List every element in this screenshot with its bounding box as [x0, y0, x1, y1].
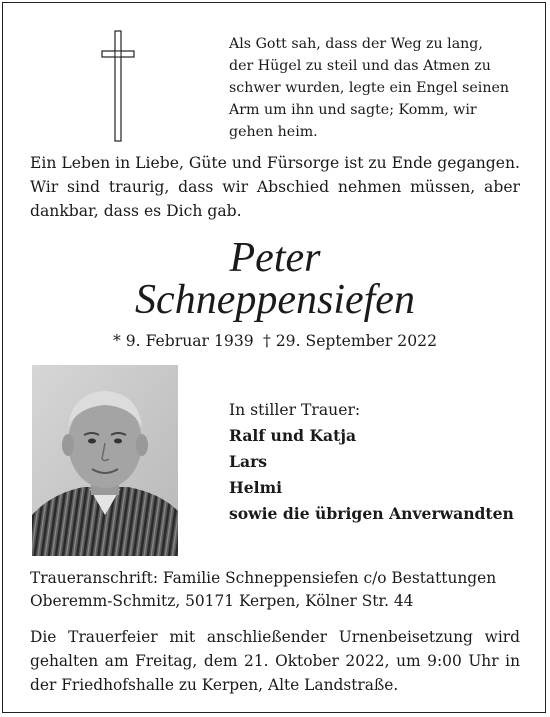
birth-date: * 9. Februar 1939 — [113, 332, 254, 350]
address-line: Oberemm-Schmitz, 50171 Kerpen, Kölner Str. 44 — [30, 592, 414, 610]
death-date: † 29. September 2022 — [263, 332, 437, 350]
mourners-block — [229, 397, 514, 527]
intro-line: dankbar, dass es Dich gab. — [30, 202, 242, 220]
service-line: Die Trauerfeier mit anschließender Urnenbeisetzung wird — [30, 628, 520, 646]
mourner-name: Ralf und Katja — [229, 426, 357, 445]
poem-line: Als Gott sah, dass der Weg zu lang, — [229, 36, 483, 52]
cross-icon — [101, 30, 135, 142]
intro-line: Ein Leben in Liebe, Güte und Fürsorge ist zu Ende gegangen. — [30, 154, 520, 172]
intro-text — [30, 151, 520, 223]
funeral-service-info — [30, 625, 520, 697]
mourners-intro: In stiller Trauer: — [229, 401, 361, 419]
poem-line: gehen heim. — [229, 124, 318, 140]
portrait-photo — [32, 365, 178, 556]
address-line: Traueranschrift: Familie Schneppensiefen c/o Bestattungen — [30, 569, 497, 587]
mourner-name: Helmi — [229, 478, 283, 497]
deceased-last-name: Schneppensiefen — [135, 277, 415, 323]
deceased-first-name: Peter — [229, 235, 321, 281]
mourning-address — [30, 567, 530, 613]
poem-line: schwer wurden, legte ein Engel seinen — [229, 80, 510, 96]
mourner-name: Lars — [229, 452, 268, 471]
service-line: gehalten am Freitag, dem 21. Oktober 2022, um 9:00 Uhr in — [30, 652, 520, 670]
poem-line: Arm um ihn und sagte; Komm, wir — [229, 102, 477, 118]
service-line: der Friedhofshalle zu Kerpen, Alte Landstraße. — [30, 676, 399, 694]
intro-line: Wir sind traurig, dass wir Abschied nehmen müssen, aber — [30, 178, 520, 196]
poem-verse — [229, 33, 529, 143]
mourner-name: sowie die übrigen Anverwandten — [229, 504, 514, 523]
poem-line: der Hügel zu steil und das Atmen zu — [229, 58, 491, 74]
